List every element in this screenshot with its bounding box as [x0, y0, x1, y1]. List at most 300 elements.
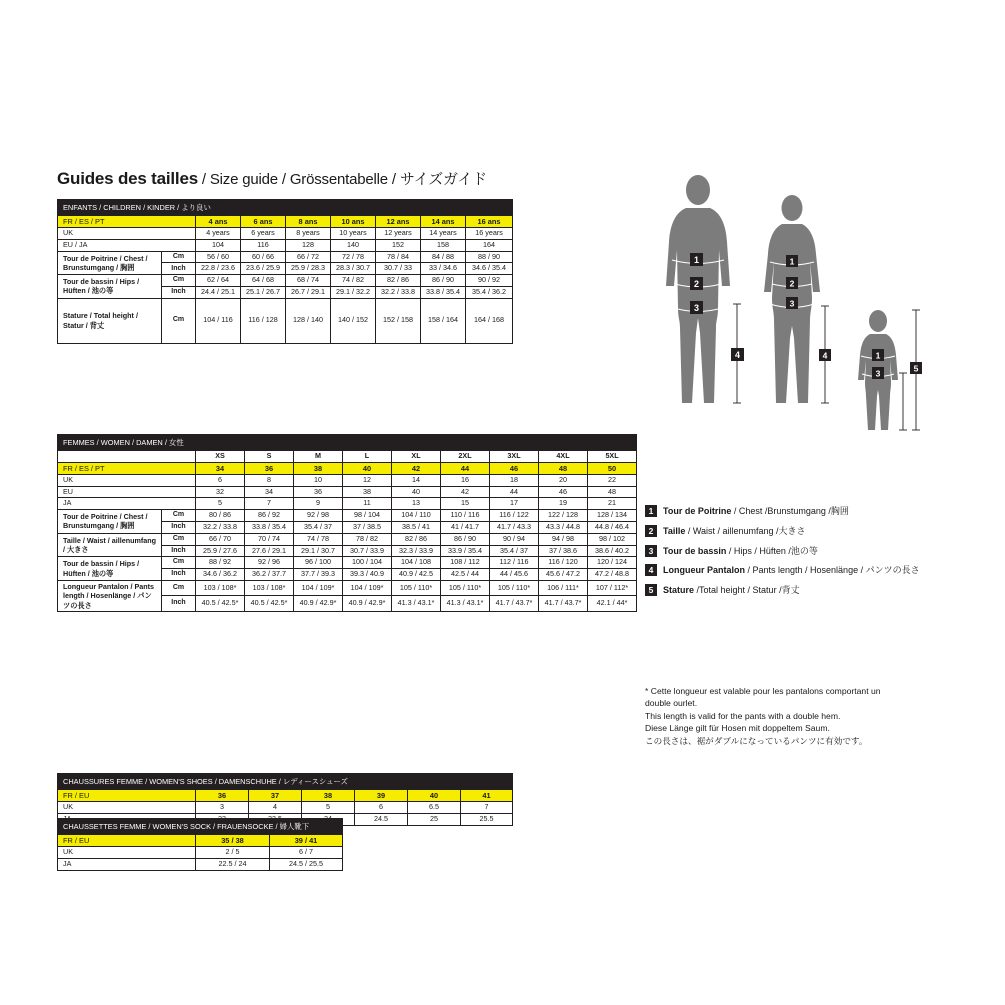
cell: 105 / 110* — [441, 580, 490, 596]
table-row-women-fr — [58, 462, 637, 474]
cell: 6.5 — [408, 802, 461, 814]
svg-text:3: 3 — [789, 298, 795, 309]
cell: 30.7 / 33.9 — [343, 545, 392, 557]
cell: M — [294, 451, 343, 463]
cell: 158 / 164 — [421, 298, 466, 343]
cell: 32 — [196, 486, 245, 498]
cell: 14 years — [421, 228, 466, 240]
unit-cm: Cm — [162, 251, 196, 263]
row-label-ja: JA — [58, 498, 196, 510]
legend-bold: Tour de Poitrine — [663, 506, 732, 516]
table-row-socks-ja — [58, 858, 343, 870]
table-row-children-eu — [58, 239, 513, 251]
socks-table-header: CHAUSSETTES FEMME / WOMEN'S SOCK / FRAUENSOCKE / 婦人靴下 — [58, 819, 343, 835]
unit-cm: Cm — [162, 580, 196, 596]
legend-number: 3 — [645, 545, 657, 557]
cell: 98 / 104 — [343, 510, 392, 522]
cell: 32.3 / 33.9 — [392, 545, 441, 557]
cell: 140 — [331, 239, 376, 251]
cell: 12 years — [376, 228, 421, 240]
cell: 37 / 38.5 — [343, 521, 392, 533]
cell: 40.9 / 42.5 — [392, 569, 441, 581]
row-label-eu: EU — [58, 486, 196, 498]
svg-text:5: 5 — [913, 363, 919, 374]
cell: 44 / 45.6 — [490, 569, 539, 581]
cell: 32.2 / 33.8 — [196, 521, 245, 533]
cell: 88 / 92 — [196, 557, 245, 569]
row-label-waist: Taille / Waist / aillenumfang / 大きさ — [58, 533, 162, 557]
cell: 74 / 78 — [294, 533, 343, 545]
cell: 23.6 / 25.9 — [241, 263, 286, 275]
cell: 40.5 / 42.5* — [196, 596, 245, 612]
cell: 104 / 116 — [196, 298, 241, 343]
cell: 100 / 104 — [343, 557, 392, 569]
cell: 84 / 88 — [421, 251, 466, 263]
row-label-size — [58, 451, 196, 463]
svg-text:1: 1 — [693, 255, 700, 265]
cell: 25 — [408, 813, 461, 825]
cell: 60 / 66 — [241, 251, 286, 263]
cell: 98 / 102 — [588, 533, 637, 545]
row-label-uk: UK — [58, 474, 196, 486]
cell: 8 — [245, 474, 294, 486]
row-label-uk: UK — [58, 228, 196, 240]
cell: 47.2 / 48.8 — [588, 569, 637, 581]
row-label-fr: FR / ES / PT — [58, 216, 196, 228]
cell: 116 — [241, 239, 286, 251]
cell: 152 / 158 — [376, 298, 421, 343]
table-row-women-pants-cm — [58, 580, 637, 596]
socks-table-header-row — [58, 819, 343, 835]
cell: 18 — [490, 474, 539, 486]
table-row-women-ja — [58, 498, 637, 510]
cell: 37 / 38.6 — [539, 545, 588, 557]
cell: 40.5 / 42.5* — [245, 596, 294, 612]
cell: 27.6 / 29.1 — [245, 545, 294, 557]
cell: 140 / 152 — [331, 298, 376, 343]
table-row-socks-fr — [58, 835, 343, 847]
cell: 22.8 / 23.6 — [196, 263, 241, 275]
unit-inch: Inch — [162, 596, 196, 612]
table-row-children-hips-cm — [58, 275, 513, 287]
cell: 78 / 84 — [376, 251, 421, 263]
cell: 41.3 / 43.1* — [441, 596, 490, 612]
cell: 5 — [302, 802, 355, 814]
unit-cm: Cm — [162, 510, 196, 522]
cell: 62 / 64 — [196, 275, 241, 287]
cell: 4 years — [196, 228, 241, 240]
unit-inch: Inch — [162, 545, 196, 557]
cell: 19 — [539, 498, 588, 510]
table-row-children-chest-cm — [58, 251, 513, 263]
cell: 25.5 — [461, 813, 513, 825]
cell: 16 years — [466, 228, 513, 240]
cell: 39 — [355, 790, 408, 802]
cell: 106 / 111* — [539, 580, 588, 596]
row-label-uk: UK — [58, 802, 196, 814]
cell: 107 / 112* — [588, 580, 637, 596]
cell: 108 / 112 — [441, 557, 490, 569]
cell: 82 / 86 — [392, 533, 441, 545]
cell: 66 / 70 — [196, 533, 245, 545]
legend — [645, 505, 975, 604]
cell: 66 / 72 — [286, 251, 331, 263]
legend-number: 1 — [645, 505, 657, 517]
cell: 35.4 / 36.2 — [466, 286, 513, 298]
row-label-ja: JA — [58, 858, 196, 870]
cell: 33.8 / 35.4 — [245, 521, 294, 533]
cell: 33.8 / 35.4 — [421, 286, 466, 298]
cell: 24.5 / 25.5 — [270, 858, 343, 870]
cell: 12 — [343, 474, 392, 486]
unit-cm: Cm — [162, 533, 196, 545]
cell: 104 / 108 — [392, 557, 441, 569]
table-row-women-hips-cm — [58, 557, 637, 569]
legend-number: 5 — [645, 584, 657, 596]
cell: 42 — [441, 486, 490, 498]
cell: 128 / 134 — [588, 510, 637, 522]
legend-text — [663, 505, 849, 517]
cell: 37.7 / 39.3 — [294, 569, 343, 581]
cell: 7 — [245, 498, 294, 510]
unit-cm: Cm — [162, 298, 196, 343]
legend-rest: / Chest /Brunstumgang /胸囲 — [731, 506, 849, 516]
cell: 164 / 168 — [466, 298, 513, 343]
legend-text — [663, 584, 800, 596]
table-row-women-eu — [58, 486, 637, 498]
footnote-line-2: double ourlet. — [645, 698, 698, 709]
women-size-table — [57, 434, 637, 612]
cell: 104 / 110 — [392, 510, 441, 522]
children-table-header: ENFANTS / CHILDREN / KINDER / より良い — [58, 200, 513, 216]
cell: 105 / 110* — [490, 580, 539, 596]
unit-cm: Cm — [162, 275, 196, 287]
cell: 90 / 92 — [466, 275, 513, 287]
cell: 104 / 109* — [294, 580, 343, 596]
cell: 44 — [441, 462, 490, 474]
svg-text:2: 2 — [789, 278, 795, 289]
row-label-chest: Tour de Poitrine / Chest / Brunstumgang / 胸囲 — [58, 251, 162, 275]
cell: 42.1 / 44* — [588, 596, 637, 612]
unit-inch: Inch — [162, 569, 196, 581]
cell: 40 — [392, 486, 441, 498]
cell: 116 / 122 — [490, 510, 539, 522]
shoes-table-header-row — [58, 774, 513, 790]
cell: 128 — [286, 239, 331, 251]
cell: 20 — [539, 474, 588, 486]
cell: 38 — [343, 486, 392, 498]
row-label-hips: Tour de bassin / Hips / Hüften / 池の等 — [58, 275, 162, 299]
cell: 22 — [588, 474, 637, 486]
cell: 9 — [294, 498, 343, 510]
unit-cm: Cm — [162, 557, 196, 569]
cell: 2 / 5 — [196, 847, 270, 859]
cell: 112 / 116 — [490, 557, 539, 569]
cell: 64 / 68 — [241, 275, 286, 287]
cell: 24.4 / 25.1 — [196, 286, 241, 298]
cell: 14 — [392, 474, 441, 486]
cell: 42.5 / 44 — [441, 569, 490, 581]
cell: 3 — [196, 802, 249, 814]
cell: 68 / 74 — [286, 275, 331, 287]
cell: 46 — [490, 462, 539, 474]
cell: 33 / 34.6 — [421, 263, 466, 275]
unit-inch: Inch — [162, 521, 196, 533]
svg-text:3: 3 — [875, 368, 881, 379]
row-label-chest: Tour de Poitrine / Chest / Brunstumgang / 胸囲 — [58, 510, 162, 534]
page-title-rest: / Size guide / Grössentabelle / サイズガイド — [197, 171, 487, 188]
table-row-women-uk — [58, 474, 637, 486]
cell: 164 — [466, 239, 513, 251]
cell: 6 / 7 — [270, 847, 343, 859]
cell: 37 — [249, 790, 302, 802]
row-label-pants: Longueur Pantalon / Pants length / Hosenlänge / パンツの長さ — [58, 580, 162, 611]
legend-item-4 — [645, 564, 975, 576]
cell: 41.3 / 43.1* — [392, 596, 441, 612]
women-socks-table — [57, 818, 343, 871]
cell: 8 years — [286, 228, 331, 240]
cell: 25.9 / 27.6 — [196, 545, 245, 557]
cell: 116 / 128 — [241, 298, 286, 343]
svg-text:4: 4 — [822, 350, 828, 361]
cell: 46 — [539, 486, 588, 498]
unit-inch: Inch — [162, 286, 196, 298]
cell: 10 — [294, 474, 343, 486]
legend-number: 2 — [645, 525, 657, 537]
cell: 38.6 / 40.2 — [588, 545, 637, 557]
footnote-line-5: この長さは、裾がダブルになっているパンツに有効です。 — [645, 735, 868, 746]
cell: 4XL — [539, 451, 588, 463]
cell: 39 / 41 — [270, 835, 343, 847]
cell: 90 / 94 — [490, 533, 539, 545]
cell: 4 ans — [196, 216, 241, 228]
cell: 41 — [461, 790, 513, 802]
legend-bold: Tour de bassin — [663, 545, 727, 556]
cell: 36 — [245, 462, 294, 474]
women-table-header: FEMMES / WOMEN / DAMEN / 女性 — [58, 435, 637, 451]
cell: 41.7 / 43.3 — [490, 521, 539, 533]
cell: 6 ans — [241, 216, 286, 228]
cell: 105 / 110* — [392, 580, 441, 596]
cell: 80 / 86 — [196, 510, 245, 522]
cell: 104 / 109* — [343, 580, 392, 596]
cell: 43.3 / 44.8 — [539, 521, 588, 533]
cell: 12 ans — [376, 216, 421, 228]
cell: 8 ans — [286, 216, 331, 228]
legend-rest: / Waist / aillenumfang /大きさ — [685, 525, 806, 536]
cell: 41.7 / 43.7* — [490, 596, 539, 612]
cell: 38 — [302, 790, 355, 802]
silhouettes-svg — [650, 168, 960, 498]
cell: 24.5 — [355, 813, 408, 825]
cell: 13 — [392, 498, 441, 510]
legend-item-1 — [645, 505, 975, 517]
svg-text:4: 4 — [734, 350, 741, 360]
svg-text:1: 1 — [875, 350, 881, 361]
cell: 44 — [490, 486, 539, 498]
cell: 10 years — [331, 228, 376, 240]
cell: 40 — [408, 790, 461, 802]
children-table-header-row — [58, 200, 513, 216]
cell: 128 / 140 — [286, 298, 331, 343]
footnote-line-4: Diese Länge gilt für Hosen mit doppeltem Saum. — [645, 723, 830, 734]
table-row-children-height — [58, 298, 513, 343]
legend-text — [663, 525, 806, 537]
legend-number: 4 — [645, 564, 657, 576]
cell: 25.1 / 26.7 — [241, 286, 286, 298]
cell: 86 / 92 — [245, 510, 294, 522]
table-row-women-chest-cm — [58, 510, 637, 522]
legend-item-2 — [645, 525, 975, 537]
cell: 41.7 / 43.7* — [539, 596, 588, 612]
children-size-table — [57, 199, 513, 344]
legend-bold: Taille — [663, 525, 686, 536]
table-row-children-uk — [58, 228, 513, 240]
cell: 40.9 / 42.9* — [343, 596, 392, 612]
cell: 122 / 128 — [539, 510, 588, 522]
cell: 78 / 82 — [343, 533, 392, 545]
page-title-main: Guides des tailles — [57, 169, 198, 188]
cell: 30.7 / 33 — [376, 263, 421, 275]
cell: 28.3 / 30.7 — [331, 263, 376, 275]
shoes-table-header: CHAUSSURES FEMME / WOMEN'S SHOES / DAMENSCHUHE / レディースシューズ — [58, 774, 513, 790]
cell: 40 — [343, 462, 392, 474]
cell: 38.5 / 41 — [392, 521, 441, 533]
cell: 41 / 41.7 — [441, 521, 490, 533]
legend-rest: /Total height / Statur /背丈 — [694, 585, 800, 595]
cell: 26.7 / 29.1 — [286, 286, 331, 298]
cell: 6 — [196, 474, 245, 486]
cell: 36 — [294, 486, 343, 498]
table-row-children-fr — [58, 216, 513, 228]
cell: 35 / 38 — [196, 835, 270, 847]
footnote-line-1: * Cette longueur est valable pour les pantalons comportant un — [645, 686, 881, 696]
cell: 15 — [441, 498, 490, 510]
cell: 103 / 108* — [245, 580, 294, 596]
cell: 29.1 / 32.2 — [331, 286, 376, 298]
cell: 56 / 60 — [196, 251, 241, 263]
cell: 6 — [355, 802, 408, 814]
row-label-eu: EU / JA — [58, 239, 196, 251]
row-label-height: Stature / Total height / Statur / 背丈 — [58, 298, 162, 343]
cell: 88 / 90 — [466, 251, 513, 263]
svg-text:1: 1 — [789, 256, 795, 267]
cell: 94 / 98 — [539, 533, 588, 545]
cell: 5XL — [588, 451, 637, 463]
cell: 34 — [196, 462, 245, 474]
cell: 21 — [588, 498, 637, 510]
legend-item-3 — [645, 545, 975, 557]
cell: 45.6 / 47.2 — [539, 569, 588, 581]
cell: 152 — [376, 239, 421, 251]
cell: 82 / 86 — [376, 275, 421, 287]
cell: 104 — [196, 239, 241, 251]
row-label-fr: FR / ES / PT — [58, 462, 196, 474]
cell: 103 / 108* — [196, 580, 245, 596]
cell: 42 — [392, 462, 441, 474]
cell: 32.2 / 33.8 — [376, 286, 421, 298]
cell: 6 years — [241, 228, 286, 240]
cell: 29.1 / 30.7 — [294, 545, 343, 557]
unit-inch: Inch — [162, 263, 196, 275]
cell: 25.9 / 28.3 — [286, 263, 331, 275]
row-label-hips: Tour de bassin / Hips / Hüften / 池の等 — [58, 557, 162, 581]
cell: 7 — [461, 802, 513, 814]
cell: 36 — [196, 790, 249, 802]
cell: S — [245, 451, 294, 463]
cell: 34.6 / 36.2 — [196, 569, 245, 581]
cell: 2XL — [441, 451, 490, 463]
cell: 17 — [490, 498, 539, 510]
legend-text — [663, 545, 818, 557]
legend-item-5 — [645, 584, 975, 596]
cell: 35.4 / 37 — [490, 545, 539, 557]
cell: 34.6 / 35.4 — [466, 263, 513, 275]
cell: 40.9 / 42.9* — [294, 596, 343, 612]
cell: 70 / 74 — [245, 533, 294, 545]
cell: 72 / 78 — [331, 251, 376, 263]
cell: 158 — [421, 239, 466, 251]
cell: 50 — [588, 462, 637, 474]
cell: 5 — [196, 498, 245, 510]
legend-bold: Stature — [663, 585, 695, 595]
row-label-fr: FR / EU — [58, 790, 196, 802]
table-row-women-waist-cm — [58, 533, 637, 545]
legend-bold: Longueur Pantalon — [663, 565, 745, 576]
cell: 48 — [539, 462, 588, 474]
cell: 36.2 / 37.7 — [245, 569, 294, 581]
cell: 16 — [441, 474, 490, 486]
cell: 86 / 90 — [421, 275, 466, 287]
page-title — [57, 168, 487, 189]
cell: 120 / 124 — [588, 557, 637, 569]
legend-rest: / Pants length / Hosenlänge / パンツの長さ — [745, 565, 920, 576]
cell: 92 / 98 — [294, 510, 343, 522]
cell: 16 ans — [466, 216, 513, 228]
cell: 35.4 / 37 — [294, 521, 343, 533]
cell: 86 / 90 — [441, 533, 490, 545]
cell: 116 / 120 — [539, 557, 588, 569]
table-row-shoes-fr — [58, 790, 513, 802]
cell: 38 — [294, 462, 343, 474]
table-row-shoes-uk — [58, 802, 513, 814]
cell: 10 ans — [331, 216, 376, 228]
cell: 11 — [343, 498, 392, 510]
cell: 48 — [588, 486, 637, 498]
table-row-women-sizes — [58, 451, 637, 463]
cell: 39.3 / 40.9 — [343, 569, 392, 581]
svg-text:2: 2 — [693, 279, 700, 289]
cell: 3XL — [490, 451, 539, 463]
cell: 4 — [249, 802, 302, 814]
cell: 110 / 116 — [441, 510, 490, 522]
cell: 96 / 100 — [294, 557, 343, 569]
cell: 34 — [245, 486, 294, 498]
cell: XL — [392, 451, 441, 463]
cell: 33.9 / 35.4 — [441, 545, 490, 557]
women-table-header-row — [58, 435, 637, 451]
row-label-uk: UK — [58, 847, 196, 859]
footnote — [645, 685, 985, 747]
row-label-fr: FR / EU — [58, 835, 196, 847]
svg-text:3: 3 — [693, 303, 700, 313]
cell: 92 / 96 — [245, 557, 294, 569]
cell: XS — [196, 451, 245, 463]
legend-text — [663, 564, 920, 576]
cell: 44.8 / 46.4 — [588, 521, 637, 533]
cell: 14 ans — [421, 216, 466, 228]
cell: 74 / 82 — [331, 275, 376, 287]
